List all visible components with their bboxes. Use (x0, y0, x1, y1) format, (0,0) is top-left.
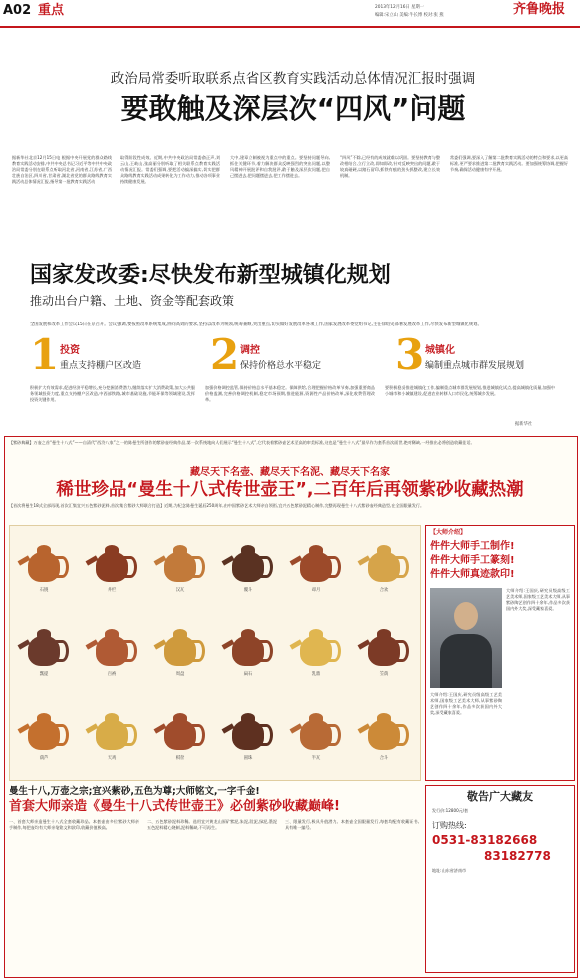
teapot-lid-icon (173, 545, 187, 554)
order-phone-2[interactable]: 83182778 (484, 849, 551, 863)
article1-col5: 常委们强调,要深入了解第二批教育实践活动的特点和要求,以更高标准,更严要求推进第二批教育实践活动。要加强统筹协调,把握好节奏,确保活动健康有序开展。 (450, 155, 568, 172)
teapot-item (80, 530, 144, 608)
article1-col1: 据新华社北京12月15日电 根据中央开展党的群众路线教育实践活动安排,中共中央总书记习近平等中共中央政治局常委分别在联系点听取河北省,河南省,江苏省,广西壮族自治区,四川省,甘肃省,湖北省党的群众路线教育实践活动总体情况汇报,指导第一批教育实践活动 (12, 155, 112, 184)
teapot-lid-icon (37, 713, 51, 722)
teapot-lid-icon (105, 545, 119, 554)
order-address: 地址:山东省济南市 (432, 868, 467, 873)
ad-body-3: 三、限量发行,极具升值潜力。本套壶全国限量发行,每套均配有收藏证书,具有唯一编号。 (285, 819, 419, 830)
teapot-item (148, 698, 212, 776)
teapot-lid-icon (105, 629, 119, 638)
teapot-item (12, 530, 76, 608)
master-portrait (430, 588, 502, 688)
article2-col2: 加强价格调控监管,保持价格总水平基本稳定。保障供给,合理把握价格改革节奏,加强重要商品价格监测,完善价格调控机制,稳定市场预期,推进能源,资源性产品价格改革,深化收费管理改革。 (205, 385, 375, 402)
article1-col4: “四风”不除,已经有的成效就难以巩固。要坚持教育与整改相结合,立行立改,即知即改,针对反映突出的问题,敢于较真碰硬,以踏石留印,抓铁有痕的劲头抓整改,建立长效机制。 (340, 155, 440, 178)
teapot-item (216, 614, 280, 692)
teapot-icon (164, 636, 196, 666)
teapot-item (216, 530, 280, 608)
teapot-lid-icon (241, 545, 255, 554)
master-line-3: 件件大师真迹款印! (430, 569, 515, 580)
teapot-gallery (9, 525, 421, 781)
master-bio-cont: 大师介绍:王国庆,研究员级高级工艺美术师,国家级工艺美术大师,从事紫砂陶艺创作四十余年,作品多次获国内外大奖,深受藏家喜爱。 (430, 692, 502, 715)
point-desc: 编制重点城市群发展规划 (425, 361, 525, 371)
teapot-item (284, 530, 348, 608)
teapot-caption: 合斗 (379, 756, 389, 761)
teapot-icon (96, 552, 128, 582)
teapot-lid-icon (105, 713, 119, 722)
page-number: A02 (3, 3, 32, 18)
face-icon (454, 602, 478, 630)
point-title: 城镇化 (425, 345, 455, 356)
ad-headline: 稀世珍品“曼生十八式传世壶王”,二百年后再领紫砂收藏热潮 (56, 480, 524, 500)
teapot-icon (300, 552, 332, 582)
teapot-lid-icon (173, 713, 187, 722)
teapot-caption: 百衲 (107, 672, 117, 677)
point-invest (30, 330, 210, 382)
teapot-caption: 乳鼎 (311, 672, 321, 677)
point-title: 调控 (240, 345, 260, 356)
teapot-caption: 扁石 (243, 672, 253, 677)
teapot-icon (96, 720, 128, 750)
ad-body-1: 一、首套大师亲造曼生十八式全套收藏珍品。本套壶由多位紫砂大师亲手制作,每把壶均有大师亲笔铭文和款印,收藏价值极高。 (9, 819, 139, 830)
teapot-advertisement (4, 436, 578, 978)
teapot-caption: 圆珠 (243, 756, 253, 761)
body-icon (440, 634, 492, 688)
teapot-lid-icon (37, 629, 51, 638)
point-desc: 保持价格总水平稳定 (240, 361, 322, 371)
ad-slogan-2: 首套大师亲造《曼生十八式传世壶王》必创紫砂收藏巅峰! (9, 799, 340, 814)
teapot-item (352, 698, 416, 776)
article2-subhead: 推动出台户籍、土地、资金等配套政策 (30, 294, 235, 308)
teapot-icon (368, 636, 400, 666)
page-header (0, 0, 580, 28)
editor-credits: 编辑:宋立山 美编:牛长博 校对:张 燕 (375, 13, 444, 18)
teapot-icon (164, 720, 196, 750)
article1-headline: 要敢触及深层次“四风”问题 (120, 92, 466, 125)
article2-col1: 积极扩大有效需求,促进经济平稳增长,充分挖掘消费潜力,继续落实扩大消费政策,加大公共服务领域投资力度,重点支持棚户区改造,中西部铁路,城市基础设施,节能环保等领域建设,发挥投资关键作用。 (30, 385, 195, 402)
teapot-caption: 却月 (311, 588, 321, 593)
master-line-2: 件件大师手工篆刻! (430, 555, 515, 566)
teapot-lid-icon (377, 713, 391, 722)
teapot-item (148, 614, 212, 692)
teapot-caption: 瓢提 (39, 672, 49, 677)
master-bio: 大师介绍:王国庆,研究员级高级工艺美术师,国家级工艺美术大师,从事紫砂陶艺创作四十余年,作品多次获国内外大奖,深受藏家喜爱。 (506, 588, 570, 611)
teapot-lid-icon (377, 545, 391, 554)
teapot-item (352, 530, 416, 608)
teapot-caption: 汉瓦 (175, 588, 185, 593)
teapot-lid-icon (377, 629, 391, 638)
article1-kicker: 政治局常委听取联系点省区教育实践活动总体情况汇报时强调 (110, 71, 476, 87)
teapot-icon (28, 720, 60, 750)
order-hotline-label: 订购热线: (432, 821, 467, 830)
point-desc: 重点支持棚户区改造 (60, 361, 142, 371)
teapot-lid-icon (309, 545, 323, 554)
order-phone-1[interactable]: 0531-83182668 (432, 833, 538, 847)
teapot-icon (232, 552, 264, 582)
teapot-caption: 周盘 (175, 672, 185, 677)
teapot-icon (368, 720, 400, 750)
teapot-icon (28, 636, 60, 666)
teapot-caption: 半瓦 (311, 756, 321, 761)
point-number: 3 (395, 330, 425, 379)
teapot-icon (300, 636, 332, 666)
teapot-caption: 葫芦 (39, 756, 49, 761)
article2-col3: 要积极稳妥推进城镇化工作,编制重点城市群发展规划,推进城镇化试点,提高城镇化质量,加强中小城市和小城镇建设,促进农业转移人口市民化,统筹城乡发展。 (385, 385, 555, 396)
teapot-caption: 石铫 (39, 588, 49, 593)
ad-intro: 【紫砂典藏】万壶之首“曼生十八式”——自清代“西泠八家”之一的陈曼生所创作的紫砂壶经典作品,第一次系统地向人们展示“曼生十八式”,它代表着紫砂壶艺术至高的审美标准,这也是“曼生十八式”最早作为套系首次面世,绝对稀缺,一经推出必将创造收藏佳话。 (9, 440, 475, 445)
point-control (210, 330, 390, 382)
article1-col2: 取得阶段性成效。近期,中共中央政治局常委俞正声,刘云山,王岐山,张高丽分别听取了相关联系点教育实践活动情况汇报。常委们强调,要把活动搞深搞实,切实把群众路线教育实践活动成果转化为工作动力,推动各项事业持续健康发展。 (120, 155, 220, 184)
teapot-lid-icon (241, 713, 255, 722)
teapot-item (216, 698, 280, 776)
point-number: 2 (210, 330, 240, 379)
teapot-lid-icon (309, 629, 323, 638)
point-number: 1 (30, 330, 60, 379)
master-intro-box (425, 525, 575, 781)
teapot-icon (300, 720, 332, 750)
teapot-caption: 笠荫 (379, 672, 389, 677)
teapot-caption: 合欢 (379, 588, 389, 593)
newspaper-logo: 齐鲁晚报 (513, 2, 566, 17)
order-title: 敬告广大藏友 (467, 790, 533, 803)
ad-tagline: 藏尽天下名壶、藏尽天下名泥、藏尽天下名家 (190, 467, 390, 478)
teapot-item (12, 698, 76, 776)
ad-description: 【首次将曼生18式全部再现,首次汇集宜兴五色紫砂泥料,首次集合紫砂大师联合打造】近期,为纪念陈曼生诞辰250周年,由中国紫砂艺术大师亲自领衔,宜兴五色紫砂泥精心制作,完整再现曼生十八式紫砂壶经典造型,在全国限量发行。 (9, 503, 425, 508)
teapot-icon (28, 552, 60, 582)
teapot-item (284, 614, 348, 692)
ad-body-2: 二、五色紫砂泥料珍稀。选用宜兴黄龙山原矿紫泥,朱泥,段泥,绿泥,墨泥五色泥料精心烧制,泥料稀缺,不可再生。 (147, 819, 277, 830)
teapot-lid-icon (37, 545, 51, 554)
article2-lead: 全国发展和改革工作会议15日在京召开。会议强调,要按照改革系统集成,协同高效的要求,坚持以改革为统领,统筹兼顾,突出重点,切实做好发展改革各项工作,国家发展改革委党组书记,主任徐绍史部署发展改革工作,尽快发布新型城镇化规划。 (30, 322, 482, 327)
teapot-item (148, 530, 212, 608)
teapot-item (80, 698, 144, 776)
teapot-icon (368, 552, 400, 582)
teapot-item (284, 698, 348, 776)
teapot-icon (232, 636, 264, 666)
teapot-caption: 井栏 (107, 588, 117, 593)
point-urban (395, 330, 575, 382)
teapot-lid-icon (241, 629, 255, 638)
teapot-item (352, 614, 416, 692)
issue-date: 2013年12月16日 星期一 (375, 5, 425, 10)
order-price: 发行价:12800元/套 (432, 808, 469, 813)
point-title: 投资 (60, 345, 80, 356)
article2-source: 据新华社 (515, 422, 533, 427)
ad-slogan-1: 曼生十八,万壶之宗;宜兴紫砂,五色为尊;大师铭文,一字千金! (9, 786, 260, 797)
article1-col3: 大中,建章立制被视为重点中的重点。要坚持问题导向,抓住关键环节,着力解决群众反映强烈的突出问题,以整风精神开展批评和自我批评,敢于触及深层次问题,把自己摆进去,把问题摆进去,把工作摆进去。 (230, 155, 330, 178)
teapot-icon (164, 552, 196, 582)
teapot-icon (232, 720, 264, 750)
teapot-item (80, 614, 144, 692)
teapot-caption: 天鸡 (107, 756, 117, 761)
master-line-1: 件件大师手工制作! (430, 541, 515, 552)
section-name: 重点 (38, 3, 65, 18)
master-box-title: 【大师介绍】 (430, 529, 467, 536)
teapot-icon (96, 636, 128, 666)
order-box (425, 785, 575, 973)
teapot-item (12, 614, 76, 692)
article2-headline: 国家发改委:尽快发布新型城镇化规划 (30, 263, 391, 288)
teapot-lid-icon (309, 713, 323, 722)
teapot-caption: 覆斗 (243, 588, 253, 593)
teapot-caption: 棋奁 (175, 756, 185, 761)
teapot-lid-icon (173, 629, 187, 638)
